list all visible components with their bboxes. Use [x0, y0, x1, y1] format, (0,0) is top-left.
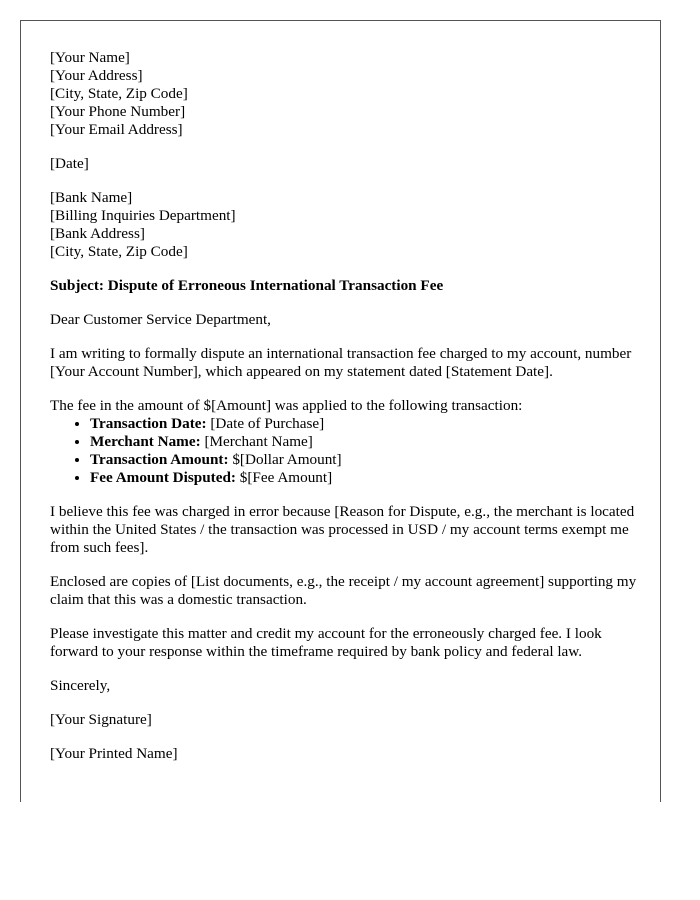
recipient-department: [Billing Inquiries Department]: [50, 207, 236, 224]
date-block: [50, 155, 650, 173]
letter-body: [50, 49, 650, 763]
sender-address-block: [50, 49, 650, 139]
item-value: [Date of Purchase]: [210, 415, 325, 432]
fee-intro-paragraph: The fee in the amount of $[Amount] was applied to the following transaction:: [50, 397, 523, 414]
letter-date: [Date]: [50, 155, 89, 172]
letter-page: [20, 20, 661, 802]
list-item-merchant-name: [90, 433, 650, 451]
sender-email: [Your Email Address]: [50, 121, 183, 138]
intro-paragraph: I am writing to formally dispute an international transaction fee charged to my account, number [Your Account Number], which appeared on my statement dated [Statement Date].: [50, 345, 632, 380]
sender-phone: [Your Phone Number]: [50, 103, 186, 120]
transaction-details-list: [50, 415, 650, 487]
item-label: Transaction Date:: [90, 415, 207, 432]
recipient-city-state-zip: [City, State, Zip Code]: [50, 243, 188, 260]
item-label: Transaction Amount:: [90, 451, 229, 468]
signature-placeholder: [Your Signature]: [50, 711, 152, 728]
sender-address: [Your Address]: [50, 67, 143, 84]
closing: Sincerely,: [50, 677, 111, 694]
item-value: $[Dollar Amount]: [232, 451, 342, 468]
sender-city-state-zip: [City, State, Zip Code]: [50, 85, 188, 102]
item-label: Fee Amount Disputed:: [90, 469, 236, 486]
list-item-transaction-amount: [90, 451, 650, 469]
item-value: [Merchant Name]: [204, 433, 313, 450]
printed-name: [Your Printed Name]: [50, 745, 178, 762]
list-item-fee-amount: [90, 469, 650, 487]
subject-line: Subject: Dispute of Erroneous International Transaction Fee: [50, 277, 444, 294]
reason-paragraph: I believe this fee was charged in error because [Reason for Dispute, e.g., the merchant is located within the United States / the transaction was processed in USD / my account terms exempt me from such fees].: [50, 503, 635, 556]
enclosed-paragraph: Enclosed are copies of [List documents, e.g., the receipt / my account agreement] supporting my claim that this was a domestic transaction.: [50, 573, 637, 608]
request-paragraph: Please investigate this matter and credit my account for the erroneously charged fee. I look forward to your response within the timeframe required by bank policy and federal law.: [50, 625, 602, 660]
item-value: $[Fee Amount]: [239, 469, 333, 486]
recipient-address-block: [50, 189, 650, 261]
list-item-transaction-date: [90, 415, 650, 433]
recipient-bank-address: [Bank Address]: [50, 225, 145, 242]
item-label: Merchant Name:: [90, 433, 201, 450]
salutation: Dear Customer Service Department,: [50, 311, 271, 328]
sender-name: [Your Name]: [50, 49, 130, 66]
recipient-bank-name: [Bank Name]: [50, 189, 133, 206]
